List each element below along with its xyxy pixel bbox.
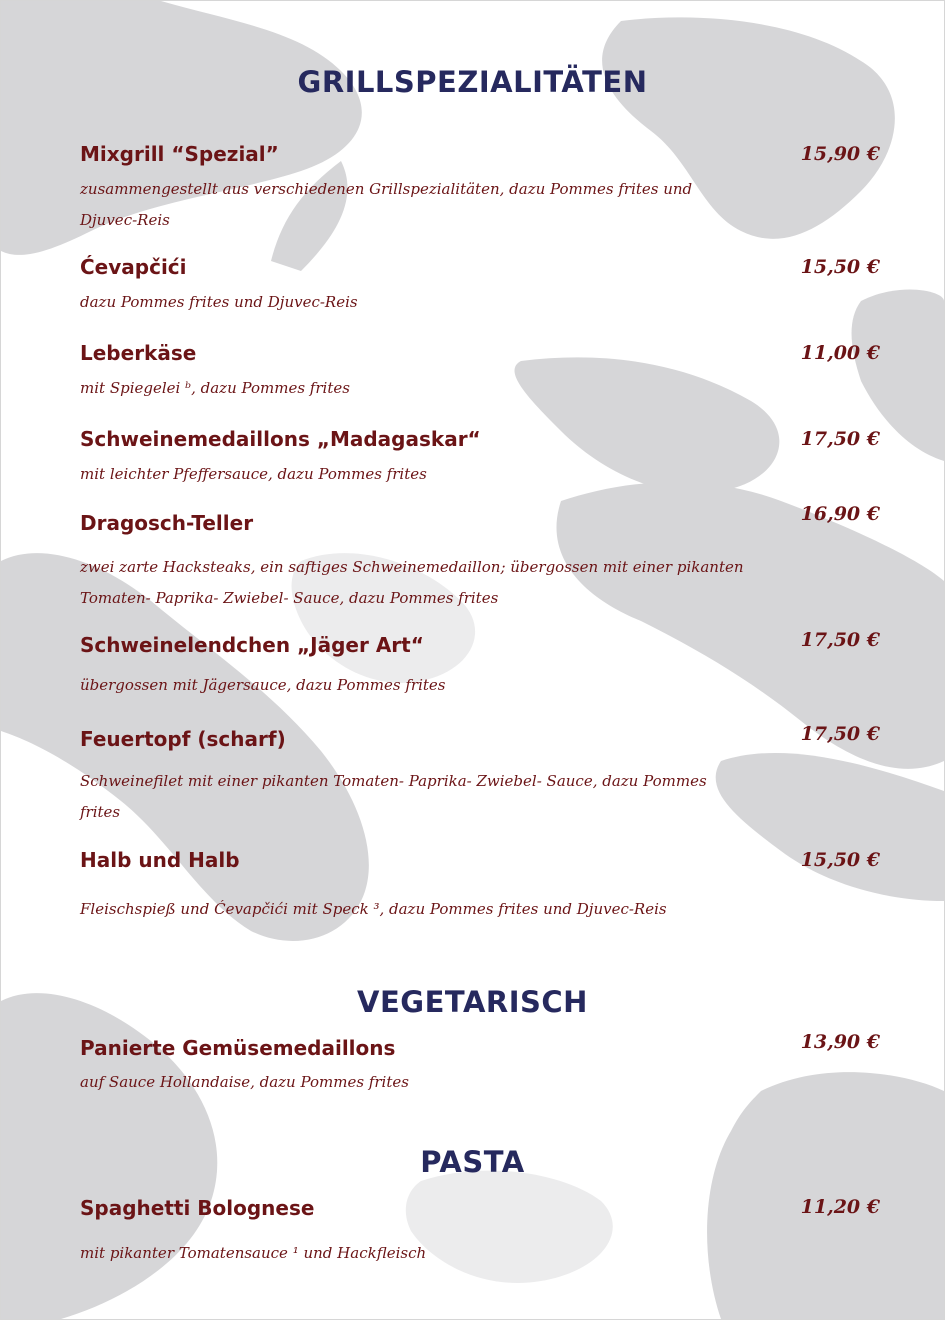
item-price: 15,50 € <box>800 256 880 278</box>
item-name: Spaghetti Bolognese <box>80 1196 315 1220</box>
item-name: Leberkäse <box>80 341 197 365</box>
item-name: Mixgrill “Spezial” <box>80 142 279 166</box>
item-name: Halb und Halb <box>80 848 240 872</box>
section-title-grill: GRILLSPEZIALITÄTEN <box>297 65 648 99</box>
item-price: 11,00 € <box>800 342 880 364</box>
item-description: dazu Pommes frites und Djuvec-Reis <box>80 293 358 311</box>
item-description: mit leichter Pfeffersauce, dazu Pommes frites <box>80 465 427 483</box>
item-price: 17,50 € <box>800 629 880 651</box>
item-name: Panierte Gemüsemedaillons <box>80 1036 396 1060</box>
item-price: 16,90 € <box>800 503 880 525</box>
item-description: auf Sauce Hollandaise, dazu Pommes frites <box>80 1073 409 1091</box>
item-description: zwei zarte Hacksteaks, ein saftiges Schweinemedaillon; übergossen mit einer pikanten Tomaten- Paprika- Zwiebel- Sauce, dazu Pommes frites <box>80 558 744 607</box>
item-description: übergossen mit Jägersauce, dazu Pommes frites <box>80 676 446 694</box>
item-price: 15,50 € <box>800 849 880 871</box>
item-description: zusammengestellt aus verschiedenen Grillspezialitäten, dazu Pommes frites und Djuvec-Reis <box>80 180 693 229</box>
item-description: mit Spiegelei ᵇ, dazu Pommes frites <box>80 379 350 397</box>
section-title-vegetarian: VEGETARISCH <box>357 985 588 1019</box>
item-name: Schweinelendchen „Jäger Art“ <box>80 633 424 657</box>
item-description: Schweinefilet mit einer pikanten Tomaten- Paprika- Zwiebel- Sauce, dazu Pommes frites <box>80 772 707 821</box>
item-price: 15,90 € <box>800 143 880 165</box>
item-name: Feuertopf (scharf) <box>80 727 286 751</box>
item-price: 17,50 € <box>800 428 880 450</box>
item-name: Ćevapčići <box>80 255 187 279</box>
item-price: 11,20 € <box>800 1196 880 1218</box>
item-name: Schweinemedaillons „Madagaskar“ <box>80 427 481 451</box>
item-description: mit pikanter Tomatensauce ¹ und Hackfleisch <box>80 1244 427 1262</box>
item-price: 13,90 € <box>800 1031 880 1053</box>
section-title-pasta: PASTA <box>420 1145 525 1179</box>
item-name: Dragosch-Teller <box>80 511 254 535</box>
item-description: Fleischspieß und Ćevapčići mit Speck ³, dazu Pommes frites und Djuvec-Reis <box>80 900 667 918</box>
item-price: 17,50 € <box>800 723 880 745</box>
